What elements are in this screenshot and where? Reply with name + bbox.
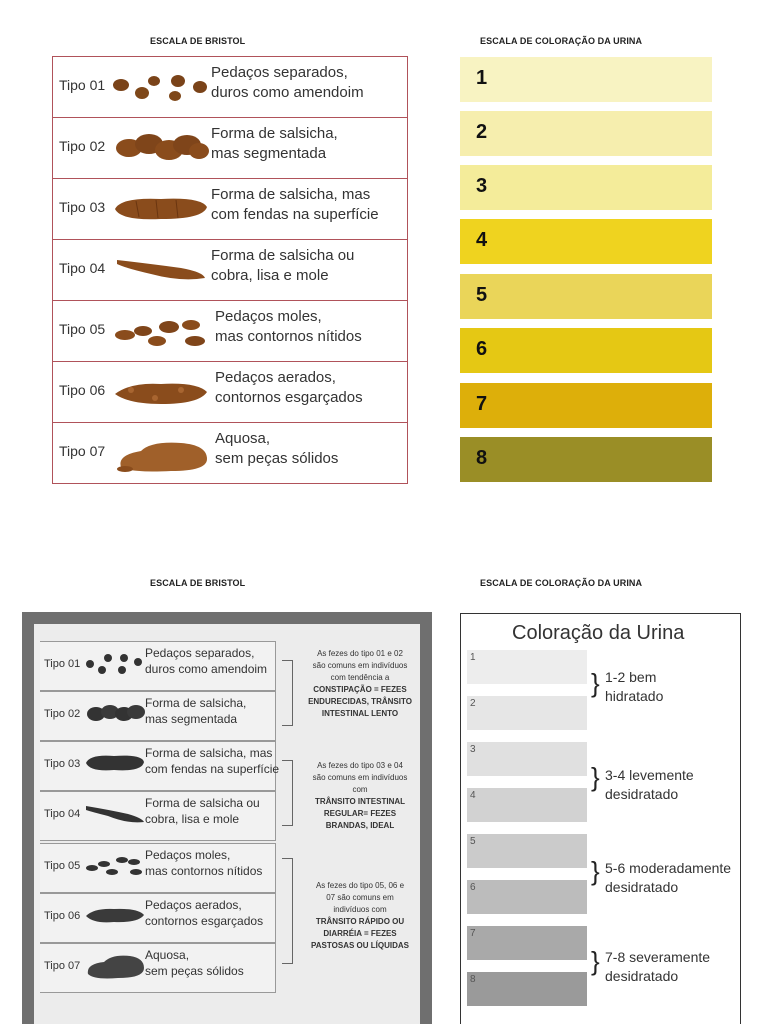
- grey-bristol-row: [40, 641, 276, 691]
- stool-type-3-image: [111, 187, 211, 231]
- urine-group-4: 7-8 severamente desidratado: [605, 949, 711, 984]
- brace-icon: }: [591, 668, 600, 698]
- brace-icon: }: [591, 946, 600, 976]
- urine-swatch-6: 6: [467, 880, 587, 914]
- bristol-type-label: Tipo 05: [44, 860, 81, 872]
- stool-type-4-image: [84, 798, 146, 828]
- bristol-description: Forma de salsicha ou cobra, lisa e mole: [145, 796, 260, 826]
- brace-icon: }: [591, 762, 600, 792]
- urine-level-4: 4: [460, 219, 712, 264]
- urine-group-2: 3-4 levemente desidratado: [605, 767, 694, 802]
- stool-type-3-image: [84, 748, 146, 778]
- urine-level-2: 2: [460, 111, 712, 156]
- urine-level-6: 6: [460, 328, 712, 373]
- bristol-type-label: Tipo 03: [44, 758, 81, 770]
- bristol-scale-title-2: ESCALA DE BRISTOL: [150, 578, 246, 588]
- bristol-description: Pedaços moles, mas contornos nítidos: [215, 308, 362, 345]
- bristol-description: Forma de salsicha, mas com fendas na superfície: [211, 186, 379, 223]
- grey-bristol-row: [40, 943, 276, 993]
- urine-scale-title: ESCALA DE COLORAÇÃO DA URINA: [480, 36, 643, 46]
- stool-type-1-image: [111, 65, 211, 109]
- bristol-type-label: Tipo 07: [59, 443, 106, 459]
- grey-bristol-row: [40, 741, 280, 791]
- bristol-description: Pedaços moles, mas contornos nítidos: [145, 848, 263, 878]
- urine-group-3: 5-6 moderadamente desidratado: [605, 860, 732, 895]
- urine-swatch-4: 4: [467, 788, 587, 822]
- stool-type-7-image: [84, 950, 146, 980]
- bristol-row: [53, 362, 407, 423]
- stool-type-1-image: [84, 648, 146, 678]
- urine-swatch-1: 1: [467, 650, 587, 684]
- bristol-description: Pedaços aerados, contornos esgarçados: [215, 369, 363, 406]
- bristol-type-label: Tipo 06: [59, 382, 106, 398]
- bristol-type-label: Tipo 05: [59, 321, 106, 337]
- bristol-scale-table: [52, 56, 408, 484]
- grey-bristol-row: [40, 691, 276, 741]
- bristol-description: Pedaços separados, duros como amendoim: [145, 646, 268, 676]
- urine-swatch-5: 5: [467, 834, 587, 868]
- urine-group-1: 1-2 bem hidratado: [605, 669, 664, 704]
- bristol-description: Aquosa, sem peças sólidos: [145, 948, 244, 978]
- bristol-description: Aquosa, sem peças sólidos: [215, 430, 339, 467]
- urine-swatch-7: 7: [467, 926, 587, 960]
- urine-swatch-3: 3: [467, 742, 587, 776]
- stool-type-7-image: [111, 431, 211, 475]
- bristol-row: [53, 57, 407, 118]
- bristol-description: Pedaços aerados, contornos esgarçados: [145, 898, 264, 928]
- stool-type-6-image: [84, 900, 146, 930]
- bristol-description: Pedaços separados, duros como amendoim: [211, 64, 364, 101]
- bristol-note-3: As fezes do tipo 05, 06 e 07 são comuns em indivíduos com TRÂNSITO RÁPIDO OU DIARRÉIA = FEZES PASTOSAS OU LÍQUIDAS: [311, 881, 409, 950]
- bristol-description: Forma de salsicha, mas segmentada: [145, 696, 247, 726]
- bristol-type-label: Tipo 06: [44, 910, 81, 922]
- grey-bristol-row: [40, 893, 276, 943]
- bristol-description: Forma de salsicha ou cobra, lisa e mole: [211, 247, 355, 284]
- bristol-scale-title: ESCALA DE BRISTOL: [150, 36, 246, 46]
- bristol-type-label: Tipo 02: [59, 138, 106, 154]
- bristol-type-label: Tipo 04: [44, 808, 81, 820]
- bristol-type-label: Tipo 03: [59, 199, 106, 215]
- grey-bristol-row: [40, 791, 276, 841]
- bristol-row: [53, 240, 407, 301]
- bracket-group-2: [282, 760, 293, 826]
- stool-type-2-image: [111, 126, 211, 170]
- bristol-type-label: Tipo 01: [59, 77, 106, 93]
- bristol-description: Forma de salsicha, mas segmentada: [211, 125, 338, 162]
- stool-type-6-image: [111, 370, 211, 414]
- urine-level-5: 5: [460, 274, 712, 319]
- urine-level-3: 3: [460, 165, 712, 210]
- bristol-type-label: Tipo 04: [59, 260, 106, 276]
- urine-swatch-8: 8: [467, 972, 587, 1006]
- stool-type-2-image: [84, 698, 146, 728]
- stool-type-5-image: [84, 850, 146, 880]
- grey-bristol-row: [40, 843, 276, 893]
- bristol-row: [53, 118, 407, 179]
- bracket-group-1: [282, 660, 293, 726]
- stool-type-5-image: [111, 309, 211, 353]
- bracket-group-3: [282, 858, 293, 964]
- bristol-row: [53, 301, 407, 362]
- bristol-description: Forma de salsicha, mas com fendas na superfície: [145, 746, 280, 776]
- urine-level-8: 8: [460, 437, 712, 482]
- urine-scale-title-2: ESCALA DE COLORAÇÃO DA URINA: [480, 578, 643, 588]
- stool-type-4-image: [111, 248, 211, 292]
- urine-swatch-2: 2: [467, 696, 587, 730]
- bristol-row: [53, 423, 407, 484]
- urine-level-1: 1: [460, 57, 712, 102]
- urine-card-title: Coloração da Urina: [512, 622, 685, 644]
- bristol-type-label: Tipo 02: [44, 708, 81, 720]
- bristol-row: [53, 179, 407, 240]
- bristol-note-2: As fezes do tipo 03 e 04 são comuns em indivíduos com TRÂNSITO INTESTINAL REGULAR= FEZES BRANDAS, IDEAL: [312, 761, 408, 830]
- urine-color-card: [460, 613, 741, 1024]
- bristol-type-label: Tipo 07: [44, 960, 81, 972]
- bristol-type-label: Tipo 01: [44, 658, 81, 670]
- urine-level-7: 7: [460, 383, 712, 428]
- brace-icon: }: [591, 856, 600, 886]
- bristol-note-1: As fezes do tipo 01 e 02 são comuns em indivíduos com tendência a CONSTIPAÇÃO = FEZES ENDURECIDAS, TRÂNSITO INTESTINAL LENTO: [308, 649, 412, 718]
